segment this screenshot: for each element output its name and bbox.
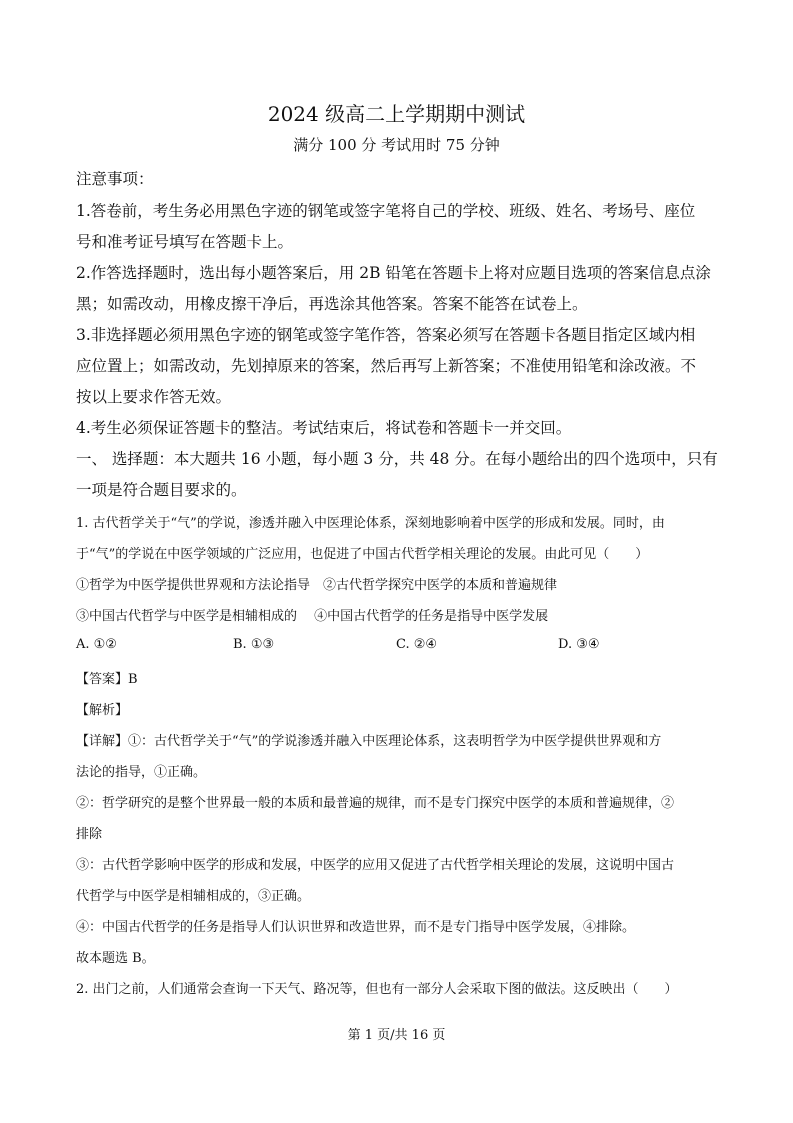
detail-line: 代哲学与中医学是相辅相成的，③正确。: [76, 889, 311, 904]
question-statement: ③中国古代哲学与中医学是相辅相成的 ④中国古代哲学的任务是指导中医学发展: [76, 609, 549, 624]
page-title: 2024 级高二上学期期中测试: [267, 102, 526, 126]
detail-line: ③：古代哲学影响中医学的形成和发展，中医学的应用又促进了古代哲学相关理论的发展，这说明中国古: [76, 858, 675, 873]
page-number: 第 1 页/共 16 页: [347, 1028, 446, 1043]
exam-info: 满分 100 分 考试用时 75 分钟: [293, 136, 500, 154]
detail-line: 故本题选 B。: [76, 951, 155, 966]
notice-line: 4.考生必须保证答题卡的整洁。考试结束后，将试卷和答题卡一并交回。: [76, 419, 572, 437]
notice-line: 应位置上；如需改动，先划掉原来的答案，然后再写上新答案；不准使用铅笔和涂改液。不: [76, 357, 697, 375]
notice-line: 1.答卷前，考生务必用黑色字迹的钢笔或签字笔将自己的学校、班级、姓名、考场号、座位: [76, 202, 696, 220]
section-heading: 一、 选择题：本大题共 16 小题，每小题 3 分，共 48 分。在每小题给出的四个选项中，只有: [76, 450, 718, 468]
detail-line: 法论的指导，①正确。: [76, 765, 207, 780]
question-statement: ①哲学为中医学提供世界观和方法论指导 ②古代哲学探究中医学的本质和普遍规律: [76, 578, 558, 593]
analysis-label: 【解析】: [76, 703, 129, 718]
option-c: C. ②④: [396, 637, 438, 652]
notice-line: 按以上要求作答无效。: [76, 388, 232, 406]
detail-line: ④：中国古代哲学的任务是指导人们认识世界和改造世界，而不是专门指导中医学发展，④排除。: [76, 920, 636, 935]
option-b: B. ①③: [233, 637, 275, 652]
notice-line: 黑；如需改动，用橡皮擦干净后，再选涂其他答案。答案不能答在试卷上。: [76, 295, 588, 313]
detail-line: 【详解】①：古代哲学关于“气”的学说渗透并融入中医理论体系，这表明哲学为中医学提供世界观和方: [76, 734, 662, 749]
question-stem: 1. 古代哲学关于“气”的学说，渗透并融入中医理论体系，深刻地影响着中医学的形成和发展。同时，由: [76, 516, 665, 531]
detail-line: 排除: [76, 827, 103, 842]
answer-label: 【答案】B: [76, 672, 138, 687]
detail-line: ②：哲学研究的是整个世界最一般的本质和最普遍的规律，而不是专门探究中医学的本质和普遍规律，②: [76, 796, 675, 811]
section-heading: 一项是符合题目要求的。: [76, 481, 247, 499]
question-stem: 2. 出门之前，人们通常会查询一下天气、路况等，但也有一部分人会采取下图的做法。这反映出（ ）: [76, 982, 678, 997]
notice-line: 2.作答选择题时，选出每小题答案后，用 2B 铅笔在答题卡上将对应题目选项的答案信息点涂: [76, 264, 711, 282]
notice-line: 号和准考证号填写在答题卡上。: [76, 233, 294, 251]
option-a: A. ①②: [76, 637, 117, 652]
question-stem: 于“气”的学说在中医学领域的广泛应用，也促进了中国古代哲学相关理论的发展。由此可见（ ）: [76, 547, 649, 562]
option-d: D. ③④: [558, 637, 600, 652]
notice-line: 3.非选择题必须用黑色字迹的钢笔或签字笔作答，答案必须写在答题卡各题目指定区域内相: [76, 326, 696, 344]
notice-heading: 注意事项：: [76, 170, 154, 188]
